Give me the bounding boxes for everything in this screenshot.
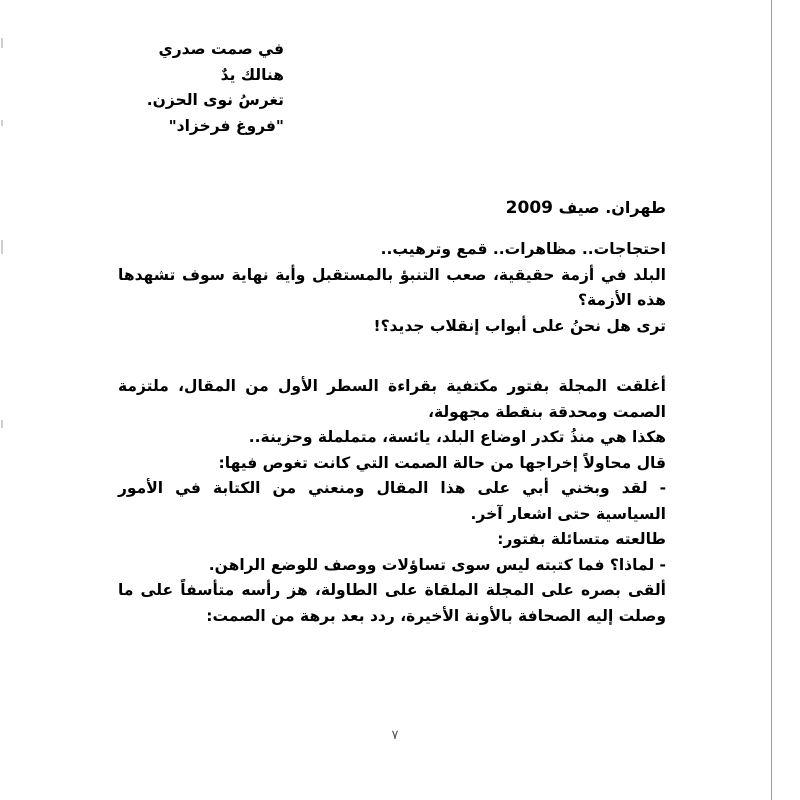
paragraph-line: البلد في أزمة حقيقية، صعب التنبؤ بالمستقبل وأية نهاية سوف تشهدها bbox=[118, 265, 666, 284]
paragraph-line: هكذا هي منذُ تكدر اوضاع البلد، يائسة، متململة وحزينة.. bbox=[248, 428, 666, 446]
paragraph-two bbox=[118, 374, 666, 629]
scan-mark bbox=[1, 120, 3, 126]
paragraph-line: - لقد وبخني أبي على هذا المقال ومنعني من الكتابة في الأمور bbox=[118, 479, 666, 497]
dateline-year: 2009 bbox=[505, 198, 553, 218]
paragraph-line: أغلقت المجلة بفتور مكتفية بقراءة السطر الأول من المقال، ملتزمة bbox=[118, 377, 666, 395]
epigraph-line: هنالك يدٌ bbox=[220, 65, 284, 84]
page-right-edge bbox=[771, 0, 772, 800]
scan-mark bbox=[1, 38, 3, 48]
left-margin-scan-marks bbox=[0, 0, 8, 800]
paragraph-line: هذه الأزمة؟ bbox=[577, 291, 666, 309]
paragraph-line: ألقى بصره على المجلة الملقاة على الطاولة، هز رأسه متأسفاً على ما bbox=[118, 581, 666, 599]
paragraph-line: احتجاجات.. مظاهرات.. قمع وترهيب.. bbox=[380, 240, 666, 258]
epigraph-poem bbox=[120, 36, 284, 138]
paragraph-line: السياسية حتى اشعار آخر. bbox=[470, 504, 666, 523]
paragraph-one bbox=[118, 237, 666, 339]
paragraph-line: الصمت ومحدقة بنقطة مجهولة، bbox=[428, 402, 666, 421]
epigraph-line: في صمت صدري bbox=[158, 40, 284, 58]
page-number: ٧ bbox=[391, 728, 399, 743]
paragraph-line: طالعته متسائلة بفتور: bbox=[497, 530, 666, 548]
paragraph-line: وصلت إليه الصحافة بالأونة الأخيرة، ردد بعد برهة من الصمت: bbox=[206, 606, 666, 625]
paragraph-line: ترى هل نحنُ على أبواب إنقلاب جديد؟! bbox=[373, 316, 666, 335]
dateline-place-season: طهران. صيف bbox=[558, 198, 666, 217]
epigraph-attribution: "فروغ فرخزاد" bbox=[168, 116, 284, 135]
paragraph-line: قال محاولاً إخراجها من حالة الصمت التي كانت تغوص فيها: bbox=[218, 453, 666, 472]
dateline bbox=[300, 196, 666, 220]
epigraph-line: تغرسُ نوى الحزن. bbox=[146, 91, 284, 109]
paragraph-line: - لماذا؟ فما كتبته ليس سوى تساؤلات ووصف للوضع الراهن. bbox=[208, 555, 666, 574]
scan-mark bbox=[1, 240, 3, 254]
scan-mark bbox=[1, 420, 3, 428]
